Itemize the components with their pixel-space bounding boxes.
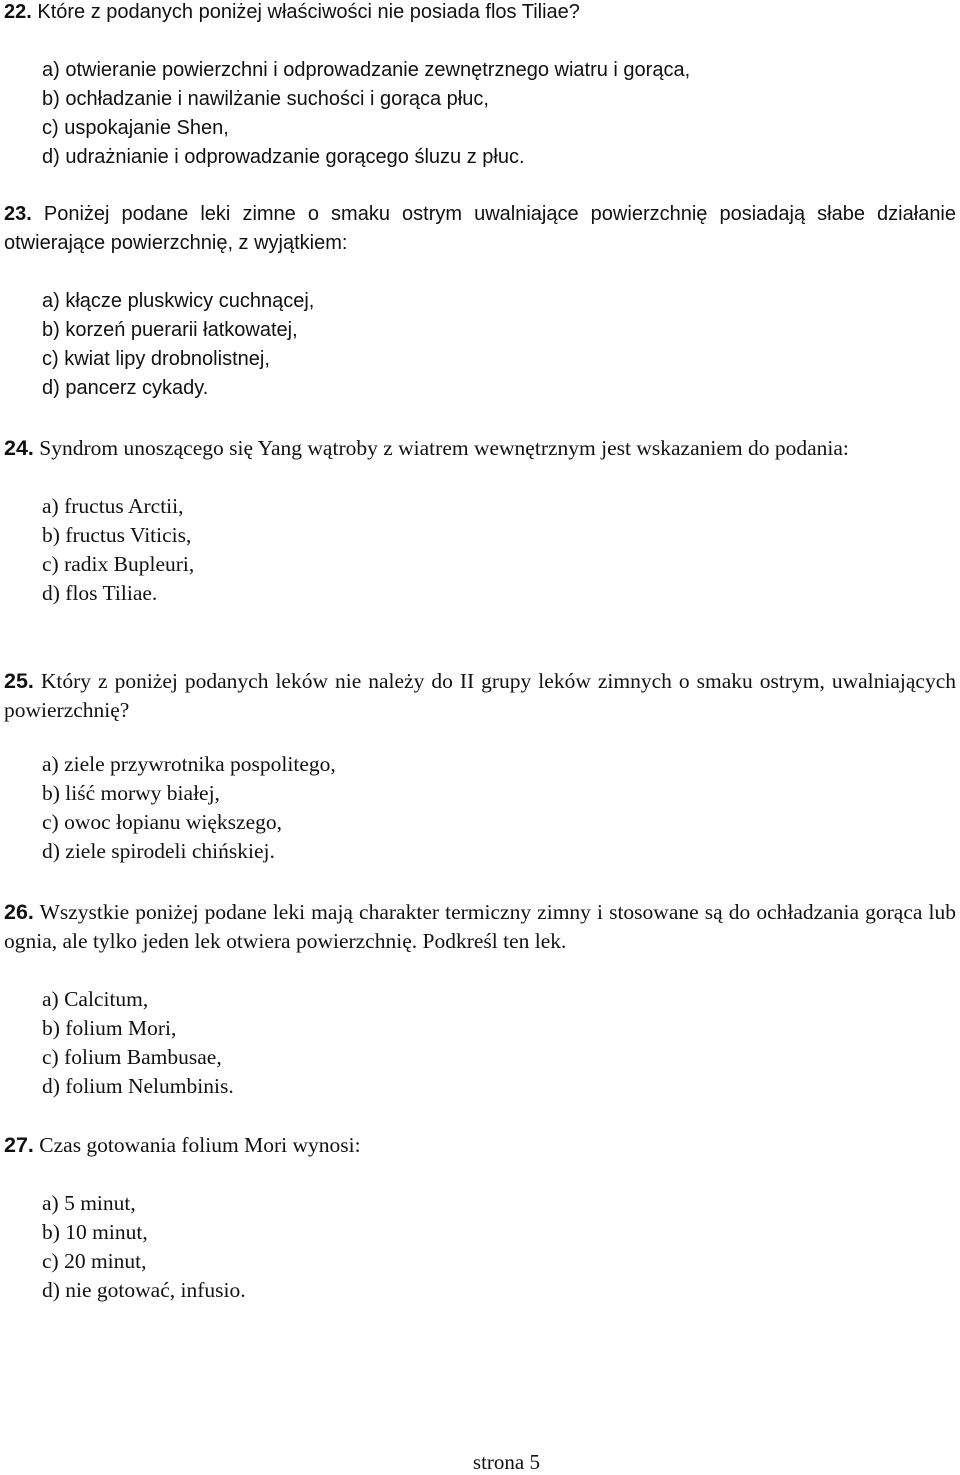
answer-options [4, 56, 956, 172]
answer-options [4, 750, 956, 866]
question-number: 22. [4, 1, 32, 23]
answer-option-a: a) kłącze pluskwicy cuchnącej, [42, 290, 315, 312]
question-stem [4, 0, 956, 27]
answer-option-d: d) pancerz cykady. [42, 377, 209, 399]
answer-options [4, 287, 956, 403]
answer-option-a: a) Calcitum, [42, 987, 149, 1011]
question-text: Czas gotowania folium Mori wynosi: [39, 1133, 361, 1157]
answer-options [4, 1189, 956, 1305]
answer-option-a: a) 5 minut, [42, 1191, 136, 1215]
question-stem [4, 1131, 956, 1160]
question-number: 23. [4, 203, 32, 225]
answer-option-d: d) ziele spirodeli chińskiej. [42, 839, 275, 863]
answer-options [4, 985, 956, 1101]
answer-option-d: d) udrażnianie i odprowadzanie gorącego śluzu z płuc. [42, 146, 525, 168]
question-number: 26. [4, 900, 34, 924]
answer-option-c: c) folium Bambusae, [42, 1045, 222, 1069]
answer-option-a: a) otwieranie powierzchni i odprowadzanie zewnętrznego wiatru i gorąca, [42, 59, 691, 81]
answer-option-b: b) korzeń puerarii łatkowatej, [42, 319, 298, 341]
page-number: strona 5 [472, 1450, 540, 1474]
answer-option-c: c) uspokajanie Shen, [42, 117, 229, 139]
question-26 [4, 898, 956, 1101]
answer-option-b: b) fructus Viticis, [42, 523, 192, 547]
answer-option-b: b) folium Mori, [42, 1016, 177, 1040]
question-stem [4, 200, 956, 258]
question-25 [4, 667, 956, 866]
question-stem [4, 898, 956, 956]
question-stem [4, 667, 956, 725]
question-text: Który z poniżej podanych leków nie należy do II grupy leków zimnych o smaku ostrym, uwalniających powierzchnię? [4, 669, 956, 722]
answer-option-c: c) owoc łopianu większego, [42, 810, 283, 834]
answer-option-c: c) 20 minut, [42, 1249, 147, 1273]
answer-options [4, 492, 956, 608]
answer-option-b: b) 10 minut, [42, 1220, 148, 1244]
question-27 [4, 1131, 956, 1305]
answer-option-c: c) kwiat lipy drobnolistnej, [42, 348, 270, 370]
question-text: Które z podanych poniżej właściwości nie posiada flos Tiliae? [37, 1, 580, 23]
question-text: Syndrom unoszącego się Yang wątroby z wiatrem wewnętrznym jest wskazaniem do podania: [39, 436, 849, 460]
answer-option-d: d) nie gotować, infusio. [42, 1278, 246, 1302]
answer-option-a: a) fructus Arctii, [42, 494, 184, 518]
question-24 [4, 434, 956, 608]
question-23 [4, 200, 956, 403]
question-stem [4, 434, 956, 463]
answer-option-d: d) folium Nelumbinis. [42, 1074, 234, 1098]
answer-option-a: a) ziele przywrotnika pospolitego, [42, 752, 336, 776]
question-text: Wszystkie poniżej podane leki mają charakter termiczny zimny i stosowane są do ochładzania gorąca lub ognia, ale tylko jeden lek otwiera powierzchnię. Podkreśl ten lek. [4, 900, 956, 953]
question-text: Poniżej podane leki zimne o smaku ostrym uwalniające powierzchnię posiadają słabe działanie otwierające powierzchnię, z wyjątkiem: [4, 203, 957, 254]
answer-option-b: b) liść morwy białej, [42, 781, 220, 805]
question-22 [4, 0, 956, 172]
question-number: 24. [4, 436, 34, 460]
question-number: 25. [4, 669, 34, 693]
answer-option-b: b) ochładzanie i nawilżanie suchości i gorąca płuc, [42, 88, 489, 110]
answer-option-c: c) radix Bupleuri, [42, 552, 195, 576]
answer-option-d: d) flos Tiliae. [42, 581, 158, 605]
question-number: 27. [4, 1133, 34, 1157]
